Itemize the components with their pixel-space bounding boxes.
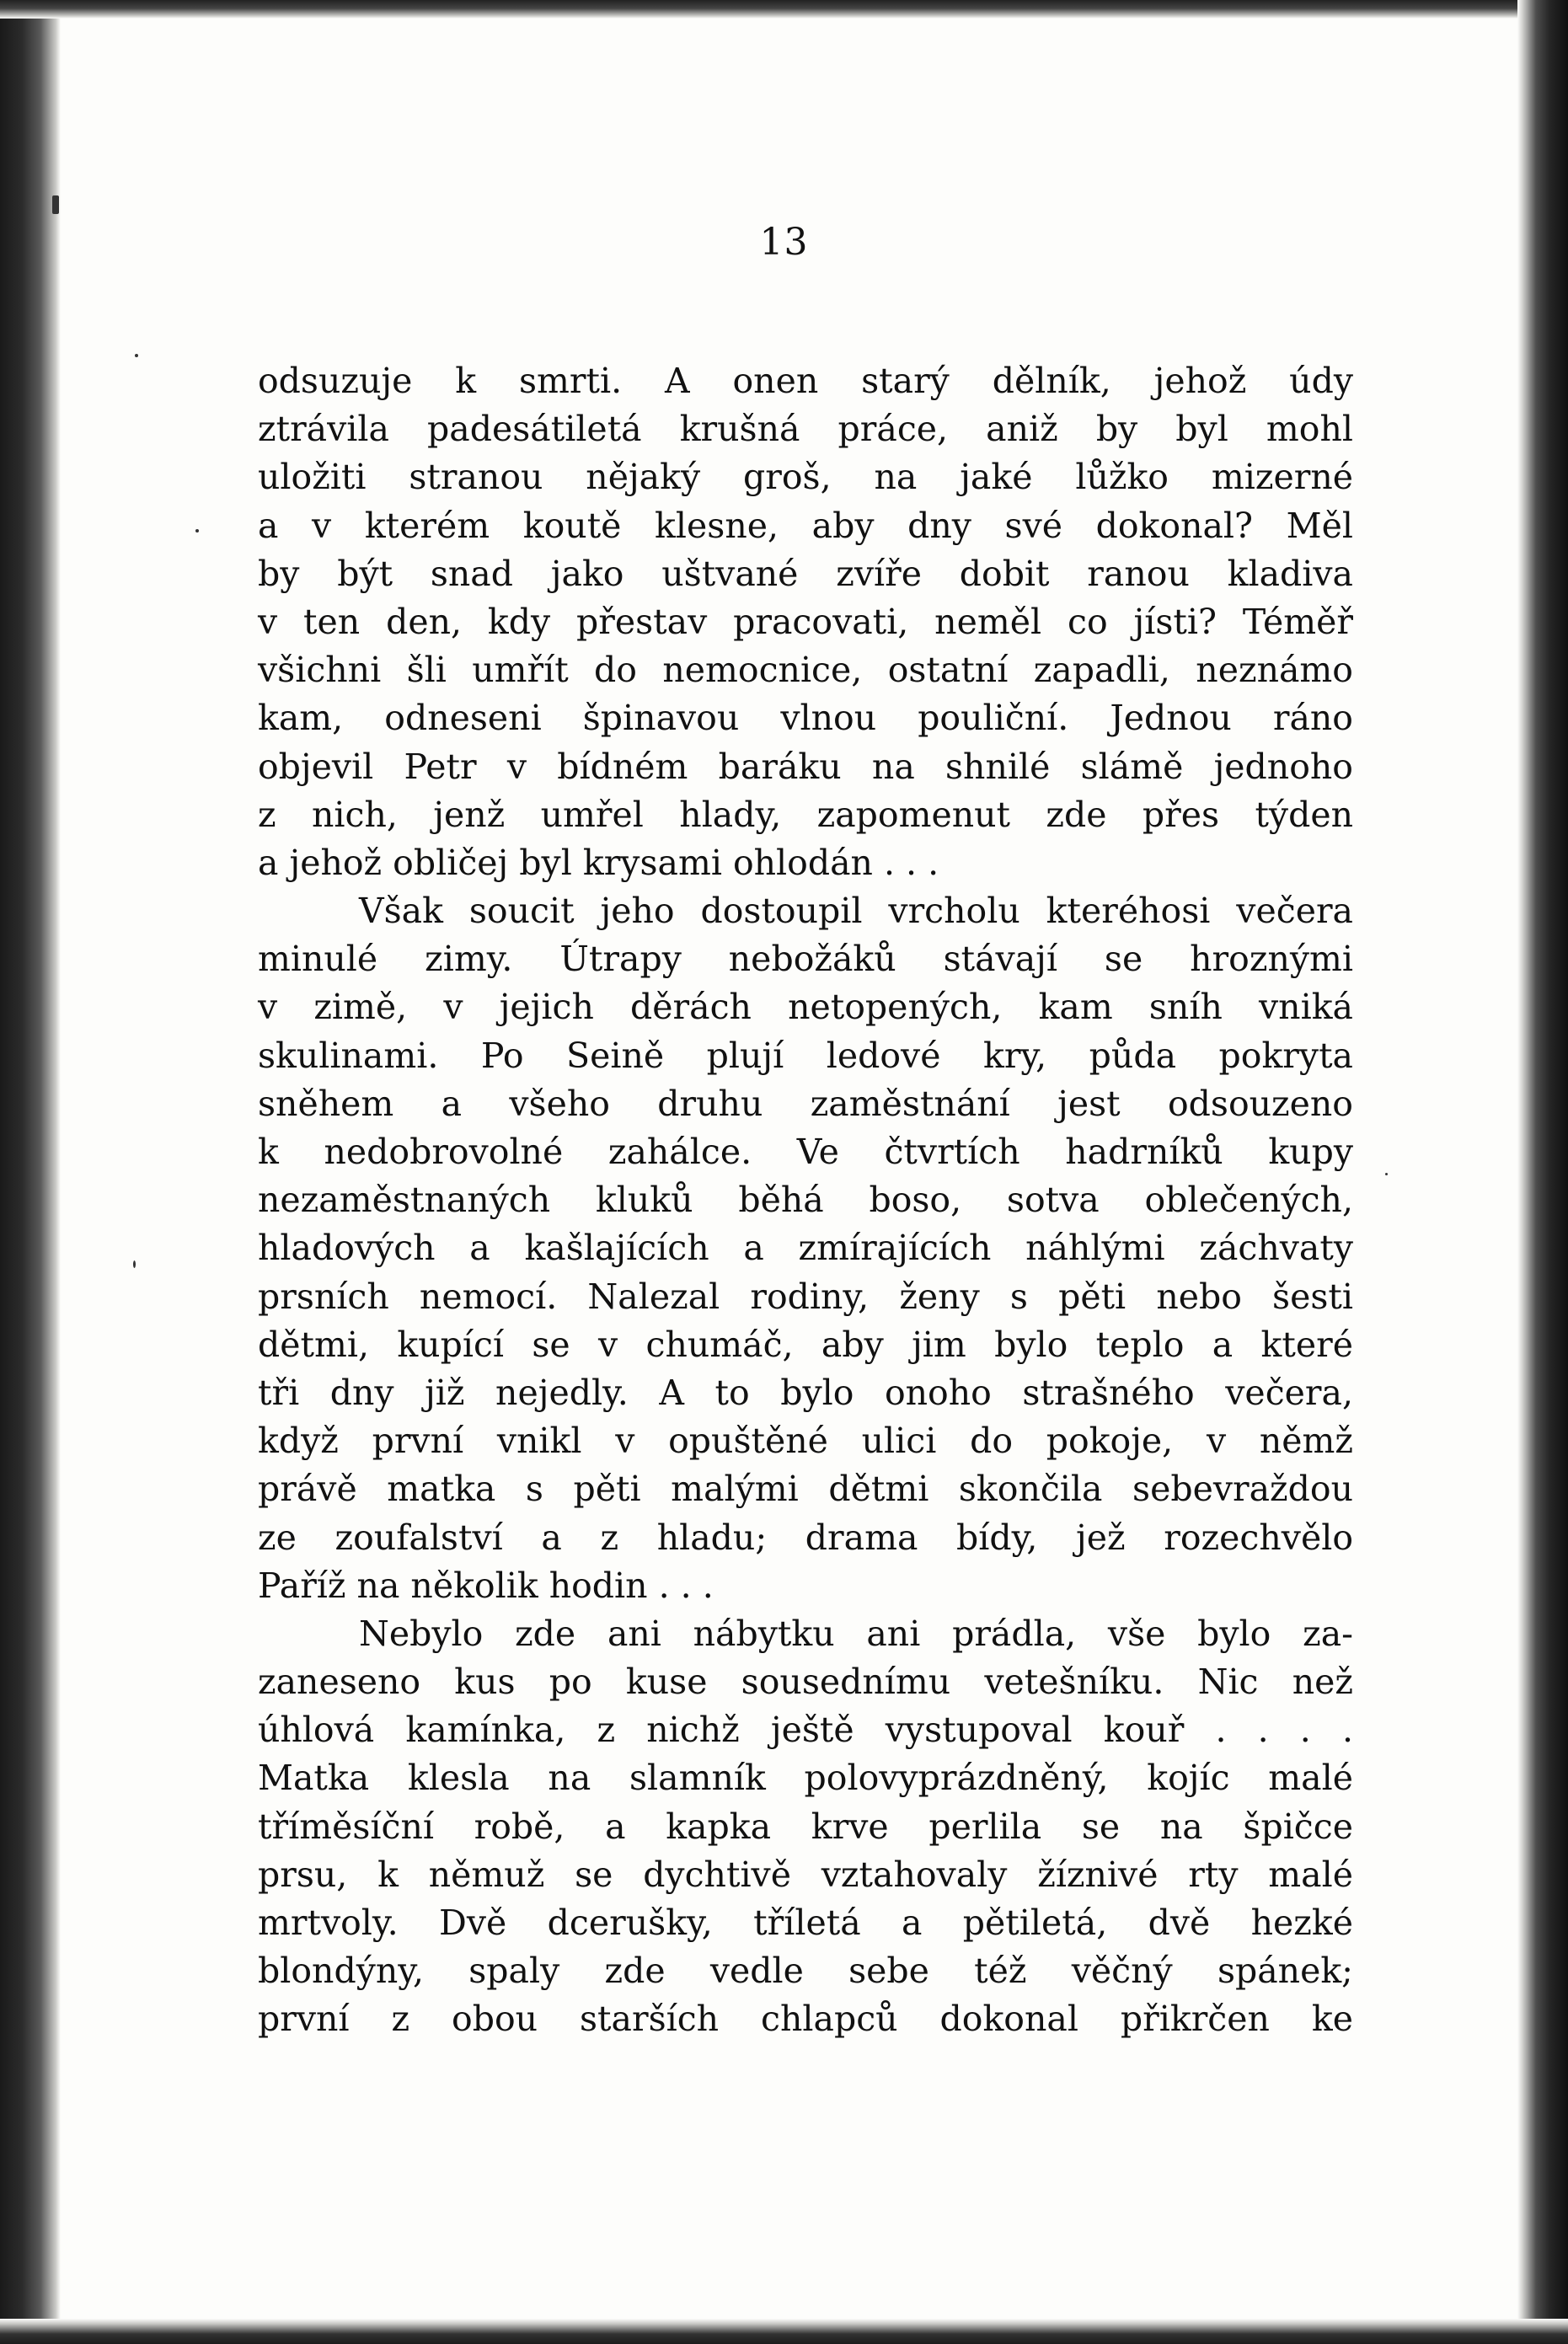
text-line: v ten den, kdy přestav pracovati, neměl co jísti? Téměř	[258, 601, 1353, 642]
text-line: když první vnikl v opuštěné ulici do pokoje, v němž	[258, 1421, 1353, 1462]
text-line: Matka klesla na slamník polovyprázdněný, kojíc malé	[258, 1758, 1353, 1799]
text-line: v zimě, v jejich děrách netopených, kam sníh vniká	[258, 987, 1353, 1028]
text-line: mrtvoly. Dvě dcerušky, tříletá a pětiletá, dvě hezké	[258, 1902, 1353, 1943]
text-line: uložiti stranou nějaký groš, na jaké lůžko mizerné	[258, 457, 1353, 498]
text-line: blondýny, spaly zde vedle sebe též věčný spánek;	[258, 1951, 1353, 1992]
text-line: zaneseno kus po kuse sousednímu vetešníku. Nic než	[258, 1662, 1353, 1703]
page-edge-right	[1517, 0, 1568, 2344]
text-line: prsních nemocí. Nalezal rodiny, ženy s pěti nebo šesti	[258, 1276, 1353, 1317]
text-line: úhlová kamínka, z nichž ještě vystupoval kouř . . . .	[258, 1710, 1353, 1751]
scan-speck	[1385, 1173, 1388, 1175]
scan-speck	[52, 195, 59, 214]
text-line: odsuzuje k smrti. A onen starý dělník, jehož údy	[258, 361, 1353, 401]
text-line: Paříž na několik hodin . . .	[258, 1565, 714, 1606]
body-text	[258, 357, 1353, 2044]
text-line: z nich, jenž umřel hlady, zapomenut zde přes týden	[258, 794, 1353, 835]
text-line: tři dny již nejedly. A to bylo onoho strašného večera,	[258, 1372, 1353, 1413]
text-line: a jehož obličej byl krysami ohlodán . . .	[258, 842, 939, 883]
text-line: ze zoufalství a z hladu; drama bídy, jež rozechvělo	[258, 1517, 1353, 1558]
text-line: a v kterém koutě klesne, aby dny své dokonal? Měl	[258, 505, 1353, 546]
page-edge-bottom	[0, 2319, 1568, 2344]
scan-speck	[133, 1260, 136, 1268]
text-line: tříměsíční robě, a kapka krve perlila se na špičce	[258, 1806, 1353, 1847]
scan-speck	[195, 529, 199, 532]
text-line: objevil Petr v bídném baráku na shnilé slámě jednoho	[258, 746, 1353, 787]
text-line: dětmi, kupící se v chumáč, aby jim bylo teplo a které	[258, 1324, 1353, 1365]
text-line: by být snad jako uštvané zvíře dobit ranou kladiva	[258, 553, 1353, 594]
scan-speck	[135, 354, 138, 357]
text-line: minulé zimy. Útrapy nebožáků stávají se hroznými	[258, 939, 1353, 980]
page-edge-left	[0, 0, 61, 2344]
text-line: skulinami. Po Seině plují ledové kry, půda pokryta	[258, 1035, 1353, 1076]
page-edge-top	[0, 0, 1568, 19]
text-line: ztrávila padesátiletá krušná práce, aniž by byl mohl	[258, 409, 1353, 450]
text-line: k nedobrovolné zahálce. Ve čtvrtích hadrníků kupy	[258, 1132, 1353, 1172]
text-line: nezaměstnaných kluků běhá boso, sotva oblečených,	[258, 1180, 1353, 1221]
text-line: Nebylo zde ani nábytku ani prádla, vše bylo za-	[359, 1613, 1353, 1654]
text-line: Však soucit jeho dostoupil vrcholu kteréhosi večera	[359, 891, 1353, 932]
text-line: sněhem a všeho druhu zaměstnání jest odsouzeno	[258, 1083, 1353, 1124]
text-line: právě matka s pěti malými dětmi skončila sebevraždou	[258, 1469, 1353, 1510]
text-line: první z obou starších chlapců dokonal přikrčen ke	[258, 1999, 1353, 2040]
text-line: všichni šli umřít do nemocnice, ostatní zapadli, neznámo	[258, 650, 1353, 691]
text-line: kam, odneseni špinavou vlnou pouliční. Jednou ráno	[258, 698, 1353, 739]
text-line: prsu, k němuž se dychtivě vztahovaly žíznivé rty malé	[258, 1854, 1353, 1895]
text-line: hladových a kašlajících a zmírajících náhlými záchvaty	[258, 1228, 1353, 1269]
page-number: 13	[759, 221, 809, 264]
